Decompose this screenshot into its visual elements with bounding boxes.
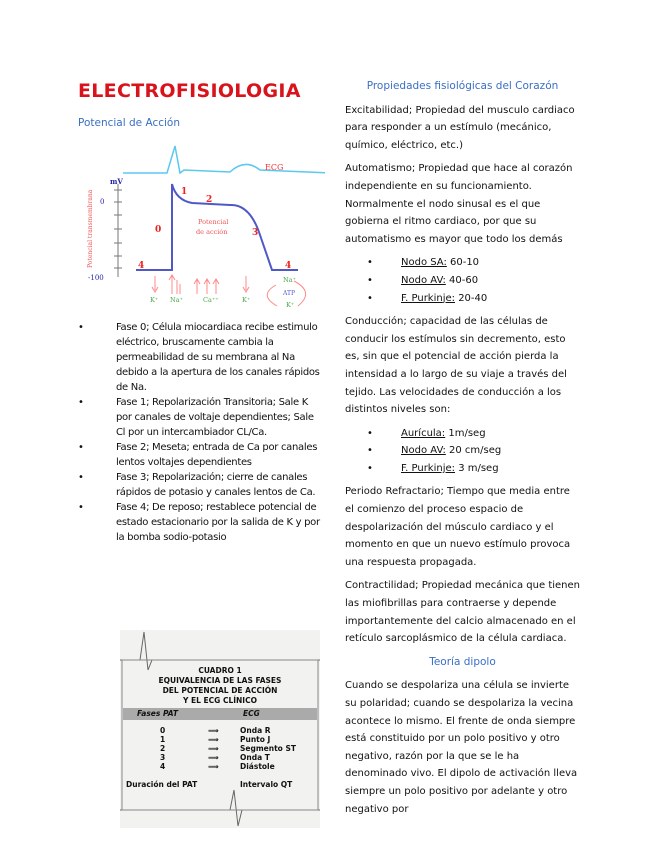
left-subtitle: Potencial de Acción [78, 117, 180, 129]
svg-text:0: 0 [100, 198, 105, 206]
svg-text:Potencial: Potencial [198, 218, 229, 226]
svg-text:K⁺: K⁺ [242, 296, 251, 304]
svg-text:0: 0 [155, 225, 162, 235]
svg-text:1: 1 [181, 187, 188, 197]
phase-item: • Fase 2; Meseta; entrada de Ca por canales lentos voltajes dependientes [78, 440, 320, 470]
svg-text:Ca⁺⁺: Ca⁺⁺ [203, 296, 219, 304]
svg-text:K⁺: K⁺ [150, 296, 159, 304]
automatismo-paragraph: Automatismo; Propiedad que hace al corazón independiente en su funcionamiento. Normalmente el nodo sinusal es el que gobierna el ritmo cardiaco, por que su automatismo es mayor que todo los demás [345, 163, 573, 245]
excitabilidad-paragraph: Excitabilidad; Propiedad del musculo cardiaco para responder a un estímulo (mecánico, químico, eléctrico, etc.) [345, 104, 575, 151]
svg-text:2: 2 [206, 195, 213, 205]
right-heading: Propiedades fisiológicas del Corazón [366, 80, 559, 92]
phase-list [78, 320, 320, 545]
refractario-paragraph: Periodo Refractario; Tiempo que media entre el comienzo del proceso espacio de despolarización del músculo cardiaco y el momento en que un nuevo estímulo provoca una respuesta propagada. [345, 486, 571, 568]
svg-text:mV: mV [110, 177, 123, 186]
contractilidad-paragraph: Contractilidad; Propiedad mecánica que tienen las miofibrillas para contraerse y depende importantemente del calcio almacenado en el retículo sarcoplásmico de la célula cardiaca. [345, 580, 581, 645]
svg-text:de acción: de acción [196, 228, 228, 236]
ecg-label: ECG [265, 163, 284, 172]
svg-text:Na⁺: Na⁺ [170, 296, 183, 304]
dipolo-paragraph: Cuando se despolariza una célula se invierte su polaridad; cuando se despolariza la vecina acontece lo mismo. El frente de onda siempre está constituido por un polo positivo y otro negativo, razón por la que se le ha denominado vivo. El dipolo de activación lleva siempre un polo positivo por adelante y otro negativo por [345, 680, 578, 815]
phase-item: • Fase 1; Repolarización Transitoria; Sale K por canales de voltaje dependientes; Sale Cl por un intercambiador CL/Ca. [78, 395, 320, 440]
action-potential-diagram [80, 140, 325, 310]
svg-text:Potencial transmembrana: Potencial transmembrana [87, 189, 94, 268]
phase-item: • Fase 0; Célula miocardiaca recibe estimulo eléctrico, bruscamente cambia la permeabilidad de su membrana al Na debido a la apertura de los canales rápidos de Na. [78, 320, 320, 395]
svg-text:4: 4 [285, 261, 292, 271]
cuadro-rows: 0 ⟹ Onda R 1 ⟹ Punto J 2 ⟹ Segmento ST 3 ⟹ Onda T 4 ⟹ Diástole [160, 726, 296, 771]
phase-item: • Fase 3; Repolarización; cierre de canales rápidos de potasio y canales lentos de Ca. [78, 470, 320, 500]
dipolo-heading: Teoría dipolo [429, 655, 496, 668]
svg-text:-100: -100 [88, 274, 104, 282]
conduccion-paragraph: Conducción; capacidad de las células de conducir los estímulos sin decremento, esto es, sin que el potencial de acción pierda la intensidad a lo largo de su viaje a través del tejido. Las velocidades de conducción a los distintos niveles son: [345, 316, 567, 416]
conduccion-list: • Aurícula: 1m/seg • Nodo AV: 20 cm/seg • F. Purkinje: 3 m/seg [345, 425, 580, 478]
ecg-trace [123, 146, 325, 173]
svg-text:Na⁺: Na⁺ [283, 276, 296, 284]
svg-text:K⁺: K⁺ [286, 301, 295, 309]
cuadro-image: CUADRO 1 EQUIVALENCIA DE LAS FASES DEL POTENCIAL DE ACCIÓN Y EL ECG CLÍNICO Fases PAT ECG 0 ⟹ Onda R 1 ⟹ Punto J 2 ⟹ Segmento ST 3 ⟹ Onda T 4 ⟹ Diástole Duración del PAT Intervalo QT [120, 630, 320, 828]
page-title: ELECTROFISIOLOGIA [78, 80, 301, 102]
svg-text:4: 4 [138, 261, 145, 271]
phase-item: • Fase 4; De reposo; restablece potencial de estado estacionario por la salida de K y por la bomba sodio-potasio [78, 500, 320, 545]
right-column [345, 78, 580, 824]
svg-text:ATP: ATP [283, 290, 296, 297]
svg-text:3: 3 [252, 228, 259, 238]
automatismo-list: • Nodo SA: 60-10 • Nodo AV: 40-60 • F. Purkinje: 20-40 [345, 254, 580, 307]
